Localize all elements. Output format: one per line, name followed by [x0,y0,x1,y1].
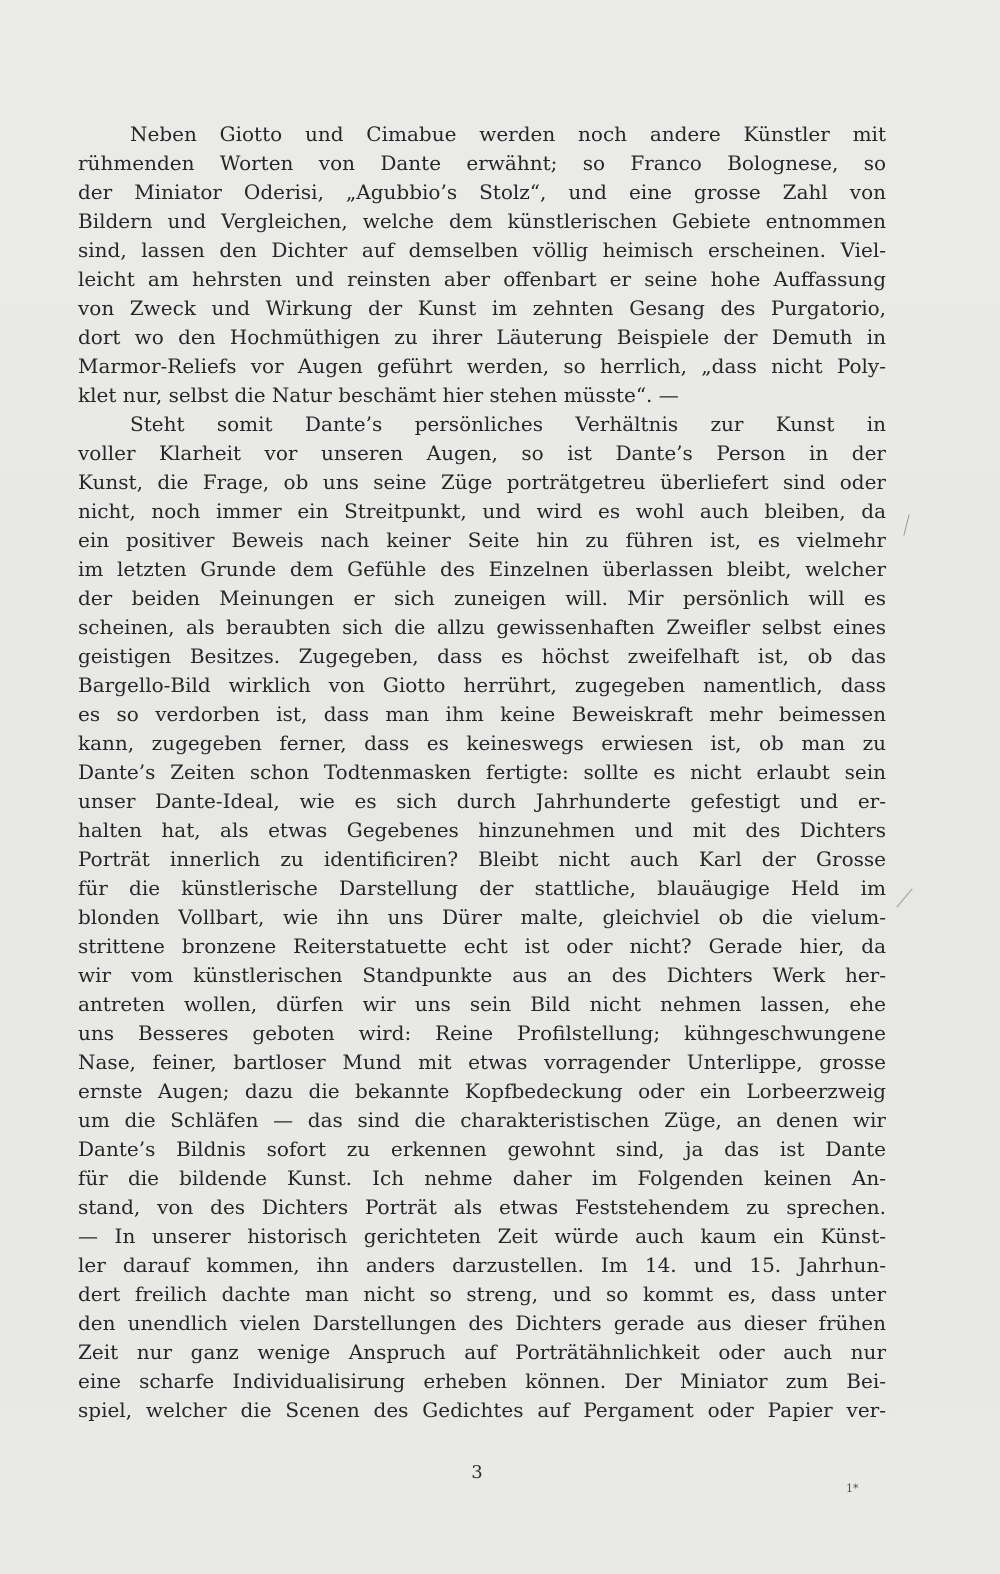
text-line: Kunst, die Frage, ob uns seine Züge porträtgetreu überliefert sind oder [78,470,886,494]
text-line: für die künstlerische Darstellung der stattliche, blauäugige Held im [78,876,886,900]
text-line: im letzten Grunde dem Gefühle des Einzelnen überlassen bleibt, welcher [78,557,886,581]
text-line: geistigen Besitzes. Zugegeben, dass es höchst zweifelhaft ist, ob das [78,644,886,668]
text-line: — In unserer historisch gerichteten Zeit würde auch kaum ein Künst- [78,1224,886,1248]
text-line: der beiden Meinungen er sich zuneigen will. Mir persönlich will es [78,586,886,610]
text-line: antreten wollen, dürfen wir uns sein Bild nicht nehmen lassen, ehe [78,992,886,1016]
margin-pencil-mark [896,888,912,907]
text-line: Marmor-Reliefs vor Augen geführt werden, so herrlich, „dass nicht Poly- [78,354,886,378]
text-line: ler darauf kommen, ihn anders darzustellen. Im 14. und 15. Jahrhun- [78,1253,886,1277]
text-line: scheinen, als beraubten sich die allzu gewissenhaften Zweifler selbst eines [78,615,886,639]
text-line: den unendlich vielen Darstellungen des Dichters gerade aus dieser frühen [78,1311,886,1335]
text-line: uns Besseres geboten wird: Reine Profilstellung; kühngeschwungene [78,1021,886,1045]
text-line: für die bildende Kunst. Ich nehme daher im Folgenden keinen An- [78,1166,886,1190]
text-line: eine scharfe Individualisirung erheben können. Der Miniator zum Bei- [78,1369,886,1393]
text-line: um die Schläfen — das sind die charakteristischen Züge, an denen wir [78,1108,886,1132]
text-line: halten hat, als etwas Gegebenes hinzunehmen und mit des Dichters [78,818,886,842]
text-line: der Miniator Oderisi, „Agubbio’s Stolz“, und eine grosse Zahl von [78,180,886,204]
text-line: ernste Augen; dazu die bekannte Kopfbedeckung oder ein Lorbeerzweig [78,1079,886,1103]
text-line: blonden Vollbart, wie ihn uns Dürer malte, gleichviel ob die vielum- [78,905,886,929]
text-line: es so verdorben ist, dass man ihm keine Beweiskraft mehr beimessen [78,702,886,726]
text-line: voller Klarheit vor unseren Augen, so ist Dante’s Person in der [78,441,886,465]
margin-pencil-mark [903,514,909,536]
text-line: Porträt innerlich zu identificiren? Bleibt nicht auch Karl der Grosse [78,847,886,871]
text-line: rühmenden Worten von Dante erwähnt; so Franco Bolognese, so [78,151,886,175]
text-line: dort wo den Hochmüthigen zu ihrer Läuterung Beispiele der Demuth in [78,325,886,349]
text-line: unser Dante-Ideal, wie es sich durch Jahrhunderte gefestigt und er- [78,789,886,813]
text-line: strittene bronzene Reiterstatuette echt ist oder nicht? Gerade hier, da [78,934,886,958]
text-line: leicht am hehrsten und reinsten aber offenbart er seine hohe Auffassung [78,267,886,291]
text-line: Nase, feiner, bartloser Mund mit etwas vorragender Unterlippe, grosse [78,1050,886,1074]
text-line: klet nur, selbst die Natur beschämt hier stehen müsste“. — [78,383,679,407]
text-line: dert freilich dachte man nicht so streng, und so kommt es, dass unter [78,1282,886,1306]
text-line: Dante’s Bildnis sofort zu erkennen gewohnt sind, ja das ist Dante [78,1137,886,1161]
text-line: ein positiver Beweis nach keiner Seite hin zu führen ist, es vielmehr [78,528,886,552]
text-line: wir vom künstlerischen Standpunkte aus an des Dichters Werk her- [78,963,886,987]
text-line: nicht, noch immer ein Streitpunkt, und wird es wohl auch bleiben, da [78,499,886,523]
text-line: Dante’s Zeiten schon Todtenmasken fertigte: sollte es nicht erlaubt sein [78,760,886,784]
text-line: Bargello-Bild wirklich von Giotto herrührt, zugegeben namentlich, dass [78,673,886,697]
text-line: sind, lassen den Dichter auf demselben völlig heimisch erscheinen. Viel- [78,238,886,262]
text-line: kann, zugegeben ferner, dass es keineswegs erwiesen ist, ob man zu [78,731,886,755]
text-line: stand, von des Dichters Porträt als etwas Feststehendem zu sprechen. [78,1195,886,1219]
text-line: Neben Giotto und Cimabue werden noch andere Künstler mit [130,122,886,146]
text-line: spiel, welcher die Scenen des Gedichtes auf Pergament oder Papier ver- [78,1398,886,1422]
text-line: Zeit nur ganz wenige Anspruch auf Porträtähnlichkeit oder auch nur [78,1340,886,1364]
signature-mark: 1* [846,1482,859,1495]
text-line: Steht somit Dante’s persönliches Verhältnis zur Kunst in [130,412,886,436]
text-line: Bildern und Vergleichen, welche dem künstlerischen Gebiete entnommen [78,209,886,233]
page-number: 3 [471,1462,483,1483]
text-line: von Zweck und Wirkung der Kunst im zehnten Gesang des Purgatorio, [78,296,886,320]
